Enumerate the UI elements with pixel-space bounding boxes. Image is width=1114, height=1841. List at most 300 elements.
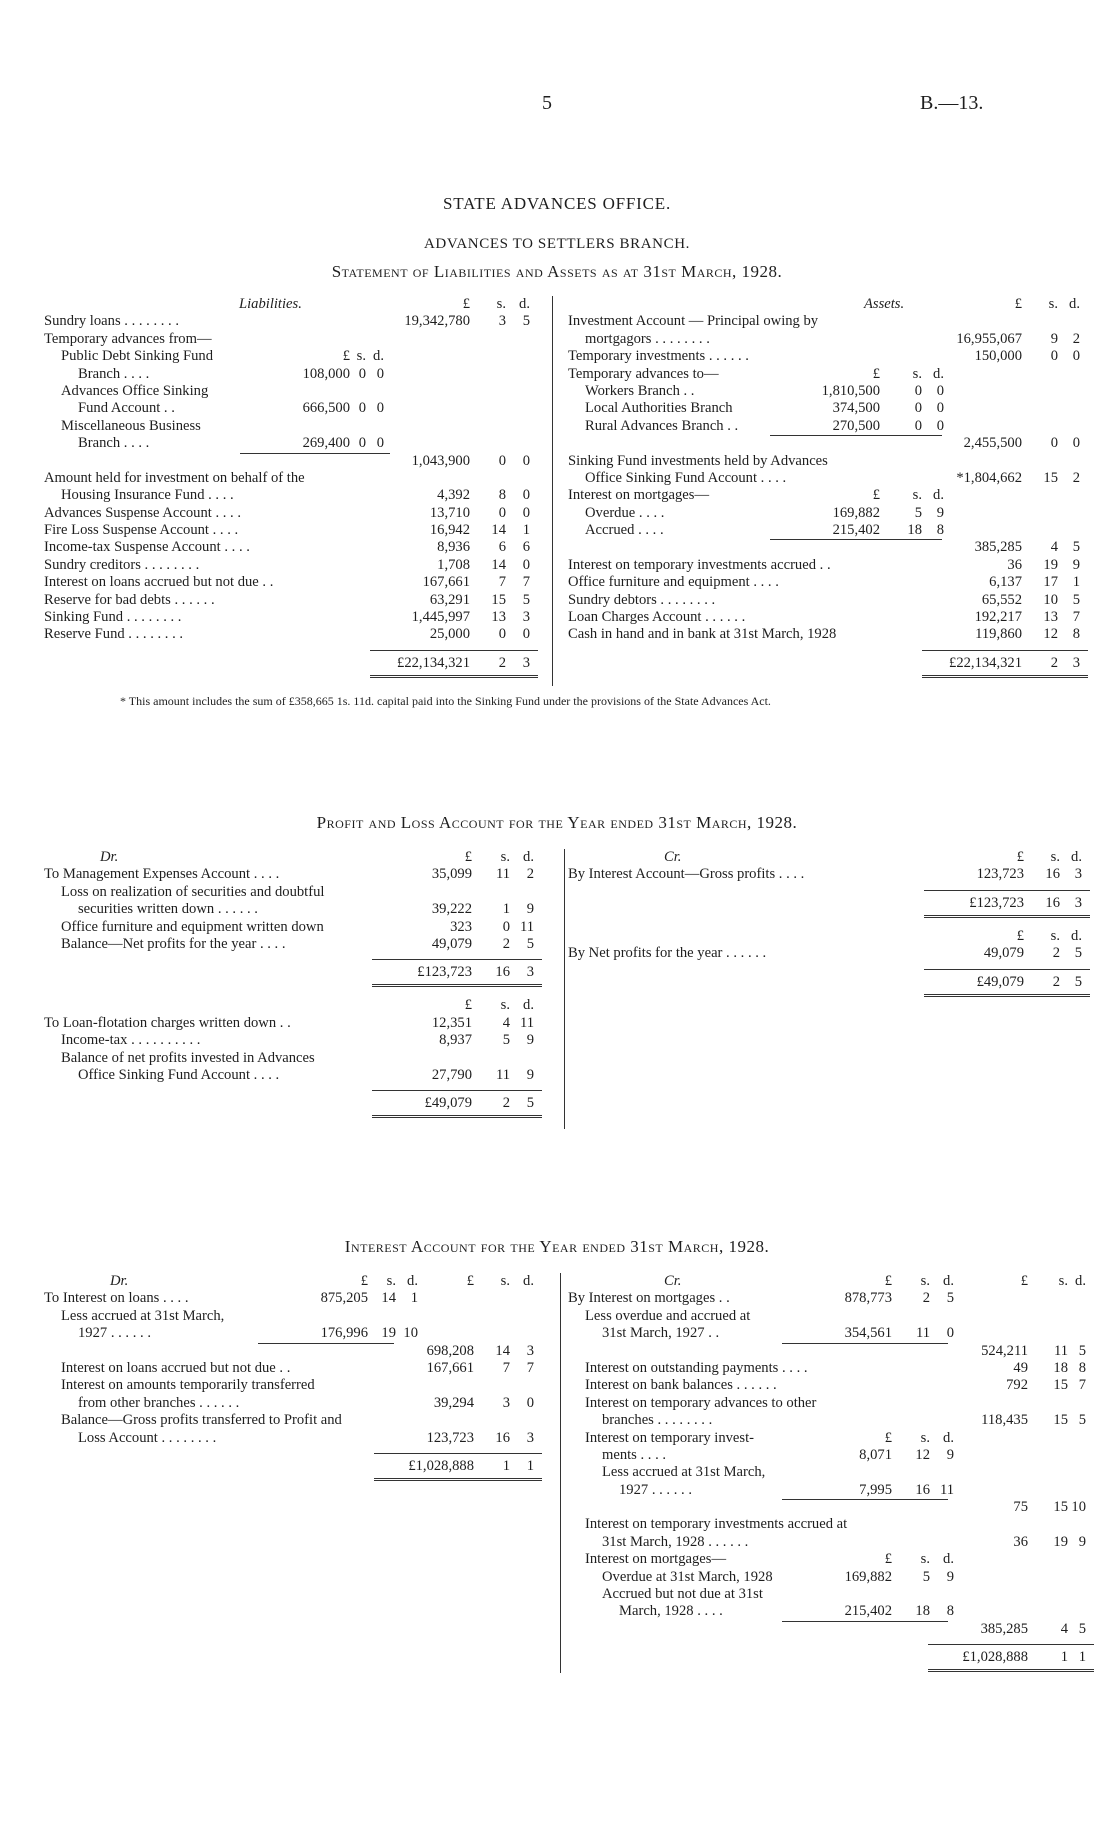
subtotal-rule [782, 1343, 948, 1344]
subtotal-rule [782, 1499, 948, 1500]
sub-shillings: s. [912, 487, 922, 504]
total-row [568, 969, 1082, 995]
total-pounds: £123,723 [417, 964, 472, 981]
pl-dr-column [44, 849, 544, 1116]
amount-pounds: 4,392 [437, 487, 470, 504]
ledger-row [44, 435, 544, 452]
amount-pence: 5 [1078, 1412, 1086, 1429]
ledger-row [44, 418, 544, 435]
total-pounds: £1,028,888 [408, 1457, 474, 1474]
amount-shillings: 4 [502, 1014, 510, 1031]
amount-pence: 2 [1072, 469, 1080, 486]
amount-pounds: 6,137 [989, 574, 1022, 591]
sub-currency-pound: £ [884, 1429, 892, 1446]
amount-pence: 7 [1072, 609, 1080, 626]
total-row [44, 650, 544, 676]
column-heading: Dr. [110, 1273, 129, 1289]
amount-pounds: 13,710 [429, 504, 470, 521]
row-label: Advances Office Sinking [61, 382, 209, 399]
amount-pounds: 25,000 [429, 626, 470, 643]
sub-amount: 169,882 [832, 504, 880, 521]
amount-pence: 0 [522, 452, 530, 469]
row-label: Balance—Gross profits transferred to Profit and [61, 1412, 342, 1429]
total-row [44, 1453, 554, 1479]
amount-pence: 0 [522, 504, 530, 521]
row-label: Miscellaneous Business [61, 417, 201, 434]
amount-shillings: 7 [498, 574, 506, 591]
ledger-row [568, 313, 1068, 330]
sub-amount: 374,500 [832, 400, 880, 417]
row-label: Accrued but not due at 31st [602, 1586, 763, 1603]
row-label: Accrued . . . . [585, 522, 664, 539]
sub-amount: 354,561 [844, 1325, 892, 1342]
amount-pence: 0 [522, 626, 530, 643]
row-label: Less accrued at 31st March, [61, 1307, 225, 1324]
amount-pence: 5 [522, 591, 530, 608]
sub-shillings: 19 [381, 1325, 396, 1342]
row-label: Temporary advances from— [44, 330, 212, 347]
row-label: To Interest on loans . . . . [44, 1290, 189, 1307]
ledger-row [568, 1586, 1068, 1603]
ledger-row [568, 1430, 1068, 1447]
amount-shillings: 9 [1050, 330, 1058, 347]
amount-pence: 9 [526, 1032, 534, 1049]
amount-pounds: 192,217 [974, 609, 1022, 626]
ledger-row [568, 348, 1080, 365]
ledger-row [44, 400, 544, 417]
profit-loss-title: Profit and Loss Account for the Year ended 31st March, 1928. [316, 813, 798, 832]
amount-shillings: 14 [491, 556, 506, 573]
column-divider [552, 296, 553, 686]
currency-pound: £ [464, 849, 472, 865]
row-label: mortgagors . . . . . . . . [585, 330, 710, 347]
row-label: Office furniture and equipment written down [61, 918, 324, 935]
ledger-row [568, 487, 1068, 504]
branch-title: ADVANCES TO SETTLERS BRANCH. [423, 236, 690, 252]
total-double-rule [922, 675, 1088, 678]
amount-pence: 9 [526, 901, 534, 918]
row-label: Reserve Fund . . . . . . . . [44, 626, 184, 643]
ledger-row [568, 366, 1068, 383]
currency-pence: d. [523, 849, 534, 865]
row-label: Sundry loans . . . . . . . . [44, 313, 179, 330]
page-number: 5 [542, 92, 552, 114]
ledger-row [568, 1412, 1086, 1429]
ledger-row [568, 1482, 1068, 1499]
amount-shillings: 2 [1052, 945, 1060, 962]
amount-pence: 5 [1078, 1620, 1086, 1637]
sub-amount: 169,882 [844, 1568, 892, 1585]
statement-section [44, 296, 1080, 696]
assets-column [568, 296, 1080, 676]
amount-pence: 2 [1072, 330, 1080, 347]
amount-shillings: 3 [502, 1394, 510, 1411]
row-label: Temporary investments . . . . . . [568, 348, 749, 365]
ledger-row [44, 366, 544, 383]
currency-shillings: s. [1050, 849, 1060, 865]
amount-pounds: 39,222 [431, 901, 472, 918]
row-label: Interest on outstanding payments . . . . [585, 1359, 808, 1376]
sub-pence: 1 [410, 1290, 418, 1307]
sub-amount: 878,773 [844, 1290, 892, 1307]
row-label: 31st March, 1928 . . . . . . [602, 1533, 749, 1550]
sub-pence: 8 [946, 1603, 954, 1620]
amount-pence: 0 [1072, 348, 1080, 365]
sub-shillings: s. [920, 1429, 930, 1446]
sub-currency-shillings: s. [920, 1273, 930, 1289]
ledger-row [568, 1290, 1068, 1307]
ledger-row [568, 556, 1080, 574]
ledger-row [44, 505, 544, 522]
total-pence: 5 [526, 1095, 534, 1112]
ledger-row [44, 1067, 544, 1084]
ledger-row [44, 1360, 554, 1377]
amount-shillings: 11 [1053, 1342, 1068, 1359]
sub-shillings: 18 [907, 522, 922, 539]
amount-pence: 3 [522, 609, 530, 626]
row-label: Interest on loans accrued but not due . . [44, 574, 274, 591]
total-double-rule [928, 1669, 1094, 1672]
amount-pence: 5 [1074, 945, 1082, 962]
statement-title: Statement of Liabilities and Assets as at 31st March, 1928. [331, 262, 783, 281]
amount-pounds: 27,790 [431, 1066, 472, 1083]
sub-shillings: 5 [914, 504, 922, 521]
amount-pounds: 167,661 [422, 574, 470, 591]
amount-pence: 2 [526, 866, 534, 883]
row-label: Reserve for bad debts . . . . . . [44, 591, 215, 608]
sub-pence: 9 [936, 504, 944, 521]
amount-shillings: 6 [498, 539, 506, 556]
column-header [568, 296, 1080, 313]
subtotal-rule [782, 1621, 948, 1622]
amount-shillings: 0 [1050, 348, 1058, 365]
sub-currency-pound: £ [360, 1273, 368, 1289]
sub-pence: 0 [376, 400, 384, 417]
ledger-row [568, 453, 1068, 470]
row-label: 1927 . . . . . . [78, 1325, 151, 1342]
sub-currency-pound: £ [872, 365, 880, 382]
total-pence: 3 [1072, 654, 1080, 671]
ledger-row [568, 418, 1068, 435]
sub-currency-pound: £ [884, 1551, 892, 1568]
amount-shillings: 12 [1043, 626, 1058, 643]
amount-pounds: 323 [450, 918, 472, 935]
sub-amount: 1,810,500 [821, 382, 880, 399]
ledger-row [568, 1499, 1086, 1516]
amount-shillings: 0 [498, 452, 506, 469]
amount-shillings: 15 [1043, 469, 1058, 486]
sub-currency-shillings: s. [386, 1273, 396, 1289]
amount-pence: 9 [1072, 556, 1080, 573]
sub-shillings: 14 [381, 1290, 396, 1307]
sub-pence: 0 [376, 365, 384, 382]
amount-shillings: 15 [1053, 1499, 1068, 1516]
sub-amount: 7,995 [859, 1481, 892, 1498]
ledger-row [44, 522, 544, 539]
total-shillings: 16 [1045, 894, 1060, 911]
amount-pounds: 385,285 [980, 1620, 1028, 1637]
sub-shillings: 0 [358, 435, 366, 452]
currency-pence: d. [523, 1273, 534, 1289]
amount-pounds: 385,285 [974, 539, 1022, 556]
amount-pence: 5 [1072, 591, 1080, 608]
row-label: Interest on amounts temporarily transferred [61, 1377, 315, 1394]
amount-pence: 5 [526, 935, 534, 952]
currency-pound: £ [462, 296, 470, 312]
sub-shillings: s. [356, 348, 366, 365]
amount-shillings: 0 [502, 918, 510, 935]
total-pence: 1 [526, 1457, 534, 1474]
amount-pounds: 123,723 [426, 1429, 474, 1446]
row-label: By Interest on mortgages . . [568, 1290, 730, 1307]
row-label: Branch . . . . [78, 365, 150, 382]
total-pence: 3 [526, 964, 534, 981]
ledger-row [44, 1395, 554, 1412]
amount-shillings: 8 [498, 487, 506, 504]
sub-currency-pound: £ [872, 487, 880, 504]
sub-shillings: 0 [914, 382, 922, 399]
sub-currency-pound: £ [342, 348, 350, 365]
amount-pence: 3 [526, 1342, 534, 1359]
sub-shillings: 16 [915, 1481, 930, 1498]
interest-title: Interest Account for the Year ended 31st March, 1928. [344, 1237, 770, 1256]
total-shillings: 1 [502, 1457, 510, 1474]
currency-shillings: s. [1058, 1273, 1068, 1289]
row-label: Rural Advances Branch . . [585, 417, 739, 434]
currency-pence: d. [1069, 296, 1080, 312]
ledger-row [568, 1551, 1068, 1568]
total-shillings: 1 [1060, 1649, 1068, 1666]
currency-shillings: s. [1048, 296, 1058, 312]
amount-pounds: 36 [1013, 1533, 1028, 1550]
ledger-row [44, 626, 544, 643]
sub-shillings: 0 [358, 400, 366, 417]
row-label: Cash in hand and in bank at 31st March, 1928 [568, 626, 837, 643]
amount-pence: 1 [1072, 574, 1080, 591]
ledger-row [568, 522, 1068, 539]
amount-shillings: 7 [502, 1359, 510, 1376]
sub-pence: 0 [936, 417, 944, 434]
column-header [44, 296, 544, 313]
row-label: Loss Account . . . . . . . . [78, 1429, 217, 1446]
total-pounds: £22,134,321 [949, 654, 1022, 671]
amount-shillings: 14 [491, 522, 506, 539]
amount-pence: 6 [522, 539, 530, 556]
sub-shillings: 0 [914, 400, 922, 417]
amount-pounds: 65,552 [981, 591, 1022, 608]
total-pence: 5 [1074, 973, 1082, 990]
amount-pounds: 119,860 [975, 626, 1022, 643]
amount-pence: 0 [522, 556, 530, 573]
row-label: By Interest Account—Gross profits . . . . [568, 866, 805, 883]
amount-pounds: 118,435 [981, 1412, 1028, 1429]
currency-pound: £ [1020, 1273, 1028, 1289]
currency-pound: £ [1014, 296, 1022, 312]
amount-shillings: 3 [498, 313, 506, 330]
ledger-row [44, 592, 544, 609]
ledger-row [44, 936, 544, 953]
total-pence: 3 [1074, 894, 1082, 911]
amount-pence: 9 [526, 1066, 534, 1083]
ledger-row [44, 919, 544, 936]
row-label: Loss on realization of securities and doubtful [61, 883, 325, 900]
sub-amount: 666,500 [302, 400, 350, 417]
pl-cr-column [568, 849, 1082, 995]
row-label: Workers Branch . . [585, 382, 695, 399]
row-label: Interest on bank balances . . . . . . [585, 1377, 777, 1394]
sub-pence: 10 [403, 1325, 418, 1342]
amount-pounds: 524,211 [981, 1342, 1028, 1359]
amount-pounds: 8,937 [439, 1032, 472, 1049]
ledger-row [568, 866, 1082, 883]
ledger-row [568, 469, 1080, 487]
ledger-row [568, 626, 1080, 643]
amount-pounds: 1,445,997 [411, 609, 470, 626]
amount-pounds: 39,294 [433, 1394, 474, 1411]
currency-pound: £ [1016, 849, 1024, 865]
amount-pence: 0 [1072, 435, 1080, 452]
amount-pence: 7 [1078, 1377, 1086, 1394]
row-label: Interest on temporary investments accrued . . [568, 556, 831, 573]
row-label: Amount held for investment on behalf of the [44, 469, 305, 486]
row-label: Income-tax Suspense Account . . . . [44, 539, 250, 556]
total-row [568, 1644, 1086, 1670]
ledger-row [568, 400, 1068, 417]
currency-pence: d. [1075, 1273, 1086, 1289]
int-dr-column [44, 1273, 554, 1479]
row-label: By Net profits for the year . . . . . . [568, 945, 767, 962]
row-label: Interest on temporary invest- [585, 1429, 754, 1446]
amount-pounds: 8,936 [437, 539, 470, 556]
amount-pounds: 16,942 [429, 522, 470, 539]
sub-pence: d. [933, 365, 944, 382]
sub-amount: 270,500 [832, 417, 880, 434]
sub-amount: 215,402 [832, 522, 880, 539]
ledger-row [568, 1377, 1086, 1394]
ledger-row [44, 470, 544, 487]
column-header [568, 849, 1082, 866]
amount-pence: 8 [1072, 626, 1080, 643]
ledger-row [568, 383, 1068, 400]
column-header-second [568, 927, 1082, 945]
ledger-row [568, 945, 1082, 962]
row-label: Local Authorities Branch [585, 400, 733, 417]
ledger-row [44, 348, 544, 365]
amount-pounds: 49,079 [983, 945, 1024, 962]
total-row [44, 959, 544, 985]
currency-shillings: s. [500, 1273, 510, 1289]
ledger-row [44, 383, 544, 400]
sub-shillings: 0 [914, 417, 922, 434]
column-header [44, 1273, 554, 1290]
amount-shillings: 15 [1053, 1412, 1068, 1429]
row-label: March, 1928 . . . . [619, 1603, 723, 1620]
amount-pounds: 1,043,900 [411, 452, 470, 469]
ledger-row [44, 1050, 544, 1067]
sub-pence: 0 [936, 382, 944, 399]
currency-pound: £ [464, 997, 472, 1014]
ledger-row [44, 1430, 554, 1447]
row-label: Investment Account — Principal owing by [568, 313, 819, 330]
row-label: Sinking Fund . . . . . . . . [44, 609, 182, 626]
profit-loss-section [44, 849, 1082, 1139]
amount-pounds: 16,955,067 [956, 330, 1022, 347]
amount-pence: 10 [1071, 1499, 1086, 1516]
column-header [44, 849, 544, 866]
column-heading: Dr. [100, 849, 119, 865]
ledger-row [568, 1603, 1068, 1620]
amount-pence: 7 [522, 574, 530, 591]
amount-pence: 11 [519, 918, 534, 935]
ledger-row [44, 1308, 554, 1325]
column-heading: Cr. [664, 1273, 682, 1289]
amount-pounds: 63,291 [429, 591, 470, 608]
interest-section [44, 1273, 1086, 1693]
sub-shillings: s. [920, 1551, 930, 1568]
amount-pence: 9 [1078, 1533, 1086, 1550]
amount-pence: 0 [522, 487, 530, 504]
amount-shillings: 10 [1043, 591, 1058, 608]
amount-shillings: 4 [1060, 1620, 1068, 1637]
ledger-row [44, 884, 544, 901]
currency-pence: d. [519, 296, 530, 312]
amount-shillings: 0 [1050, 435, 1058, 452]
sub-shillings: 2 [922, 1290, 930, 1307]
ledger-row [568, 1533, 1086, 1551]
sub-currency-pence: d. [407, 1273, 418, 1289]
total-double-rule [924, 994, 1090, 997]
amount-pounds: 36 [1007, 556, 1022, 573]
sub-shillings: s. [912, 365, 922, 382]
column-divider [564, 849, 565, 1129]
amount-pounds: 2,455,500 [963, 435, 1022, 452]
sub-shillings: 11 [915, 1325, 930, 1342]
amount-pounds: 49,079 [431, 935, 472, 952]
total-row [568, 650, 1080, 676]
currency-shillings: s. [500, 849, 510, 865]
subtotal-rule [770, 435, 942, 436]
amount-pence: 3 [526, 1429, 534, 1446]
amount-pounds: 12,351 [431, 1014, 472, 1031]
amount-shillings: 18 [1053, 1359, 1068, 1376]
row-label: Public Debt Sinking Fund [61, 348, 214, 365]
sub-amount: 108,000 [302, 365, 350, 382]
ledger-row [44, 574, 544, 591]
column-divider [560, 1273, 561, 1673]
row-label: Housing Insurance Fund . . . . [61, 487, 234, 504]
total-shillings: 2 [1052, 973, 1060, 990]
sub-shillings: 18 [915, 1603, 930, 1620]
sub-amount: 176,996 [320, 1325, 368, 1342]
row-label: To Management Expenses Account . . . . [44, 866, 280, 883]
amount-shillings: 17 [1043, 574, 1058, 591]
amount-pence: 3 [1074, 866, 1082, 883]
row-label: Fire Loss Suspense Account . . . . [44, 522, 239, 539]
sub-shillings: 12 [915, 1446, 930, 1463]
total-pence: 1 [1078, 1649, 1086, 1666]
ledger-row [44, 866, 544, 883]
amount-pounds: 1,708 [437, 556, 470, 573]
ledger-row [568, 609, 1080, 626]
amount-shillings: 13 [1043, 609, 1058, 626]
sub-pence: 11 [939, 1481, 954, 1498]
amount-pounds: 792 [1006, 1377, 1028, 1394]
amount-pounds: 123,723 [976, 866, 1024, 883]
amount-pence: 7 [526, 1359, 534, 1376]
amount-pence: 5 [1078, 1342, 1086, 1359]
ledger-row [44, 557, 544, 574]
row-label: branches . . . . . . . . [602, 1412, 713, 1429]
